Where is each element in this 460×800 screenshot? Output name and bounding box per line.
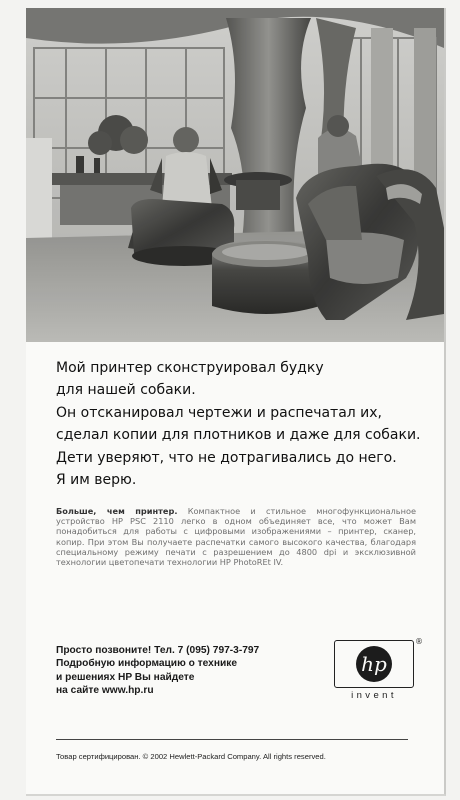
photo-illustration: [26, 8, 444, 342]
hp-logo-text: hp: [361, 652, 387, 676]
footer-divider: [56, 739, 408, 740]
body-text: Компактное и стильное многофункциональное устройство HP PSC 2110 легко в одном объединяет все, что может Вам понадобиться для работы с цифровыми изображениями – принтер, сканер, копир. При этом Вы получаете распечатки самого высокого качества, благодаря специальному режиму печати с разрешением до 4800 dpi и эксклюзивной технологии цветопечати технологии HP PhotoREt IV.: [56, 506, 416, 568]
contact-block: [56, 644, 316, 698]
ad-headline: [56, 357, 421, 491]
living-room-photo: [26, 8, 444, 342]
headline-line: Я им верю.: [56, 472, 137, 489]
body-lead: Больше, чем принтер.: [56, 506, 178, 516]
contact-website: на сайте www.hp.ru: [56, 685, 154, 697]
page-edge-shadow: [444, 8, 446, 794]
invent-tagline: invent: [351, 690, 397, 701]
headline-line: Дети уверяют, что не дотрагивались до него.: [56, 449, 397, 466]
contact-phone: Просто позвоните! Тел. 7 (095) 797-3-797: [56, 645, 260, 656]
hp-logo-mark: [335, 641, 413, 687]
hp-logo-icon: [334, 640, 414, 688]
body-copy: [56, 506, 416, 567]
contact-info-line: Подробную информацию о технике: [56, 658, 238, 670]
headline-line: для нашей собаки.: [56, 382, 196, 399]
contact-info-line: и решениях HP Вы найдете: [56, 671, 195, 683]
headline-line: Он отсканировал чертежи и распечатал их,: [56, 404, 383, 421]
headline-line: Мой принтер сконструировал будку: [56, 360, 324, 376]
headline-line: сделал копии для плотников и даже для собаки.: [56, 427, 421, 444]
footer-legal: Товар сертифицирован. © 2002 Hewlett-Packard Company. All rights reserved.: [56, 752, 326, 761]
registered-mark: ®: [415, 637, 423, 646]
